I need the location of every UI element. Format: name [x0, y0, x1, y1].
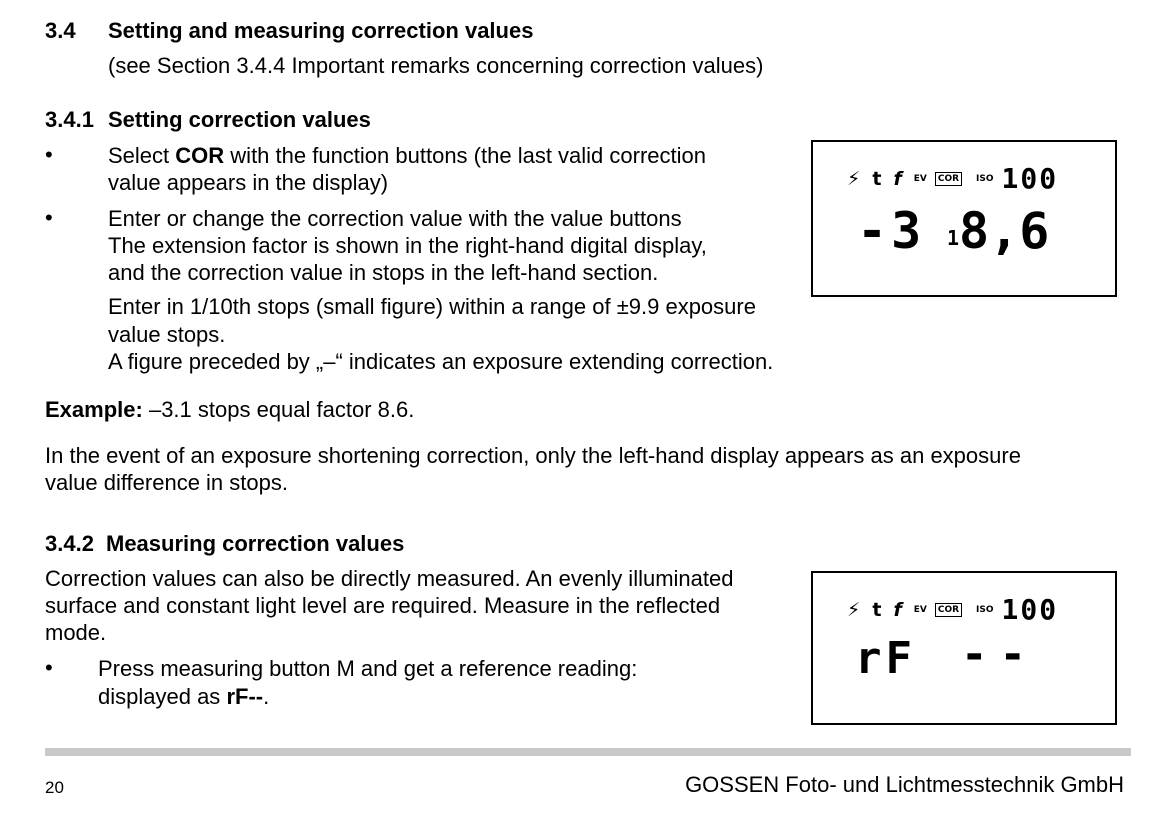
flash-icon: ⚡: [847, 598, 861, 621]
bullet-text-prefix: Select: [108, 143, 170, 168]
lcd-stops-value: -3: [857, 202, 926, 260]
bullet-text-bold: COR: [175, 143, 225, 168]
subsection-number: 3.4.1: [45, 107, 94, 132]
footer-company: GOSSEN Foto- und Lichtmesstechnik GmbH: [685, 772, 1124, 797]
bullet-text-line: Enter or change the correction value with the value buttons: [108, 206, 682, 231]
example-text: –3.1 stops equal factor 8.6.: [148, 397, 415, 422]
iso-label: ISO: [976, 173, 994, 184]
bullet-text-prefix: displayed as: [98, 684, 221, 709]
subsection-title: Setting correction values: [108, 107, 371, 132]
paragraph-line: mode.: [45, 620, 107, 645]
iso-value: 100: [1001, 593, 1059, 626]
bullet-text-rest: with the function buttons (the last valid correction: [230, 143, 706, 168]
bullet-text-line: value appears in the display): [108, 170, 389, 195]
paragraph-line: value difference in stops.: [45, 470, 288, 495]
section-title: Setting and measuring correction values: [108, 18, 534, 43]
subsection-title: Measuring correction values: [106, 531, 405, 556]
lcd-indicator-row: [847, 593, 1058, 626]
bullet-text-line: The extension factor is shown in the right-hand digital display,: [108, 233, 707, 258]
iso-label: ISO: [976, 604, 994, 615]
footer-rule: [45, 748, 1131, 756]
example-label: Example:: [45, 397, 143, 422]
bullet-marker: •: [45, 205, 53, 230]
paragraph-line: surface and constant light level are required. Measure in the reflected: [45, 593, 721, 618]
ev-label: EV: [913, 173, 927, 184]
time-symbol: t: [872, 167, 882, 190]
section-number: 3.4: [45, 18, 76, 43]
lcd-display-correction: [811, 140, 1117, 297]
aperture-symbol: f: [893, 598, 902, 621]
lcd-tenth-stops: 1: [947, 226, 964, 250]
bullet-text-line: Enter in 1/10th stops (small figure) within a range of ±9.9 exposure: [108, 294, 756, 319]
bullet-marker: •: [45, 655, 53, 680]
bullet-text: [108, 142, 706, 169]
bullet-text-line: A figure preceded by „–“ indicates an exposure extending correction.: [108, 349, 774, 374]
lcd-reference-label: rF: [855, 633, 916, 684]
example-line: [45, 396, 414, 423]
ev-label: EV: [913, 604, 927, 615]
bullet-text-line: value stops.: [108, 322, 226, 347]
subsection-number: 3.4.2: [45, 531, 94, 556]
bullet-text-line: [98, 683, 269, 710]
page-number: 20: [45, 778, 64, 797]
lcd-factor-value: 8,6: [959, 202, 1050, 260]
cor-indicator: COR: [935, 603, 962, 617]
bullet-text-bold: rF--: [226, 684, 264, 709]
cor-indicator: COR: [935, 172, 962, 186]
bullet-text-line: Press measuring button M and get a reference reading:: [98, 656, 638, 681]
bullet-marker: •: [45, 142, 53, 167]
section-remark: (see Section 3.4.4 Important remarks concerning correction values): [108, 53, 764, 78]
lcd-display-reference: [811, 571, 1117, 725]
lcd-reference-dashes: --: [961, 629, 1038, 680]
time-symbol: t: [872, 598, 882, 621]
paragraph-line: Correction values can also be directly measured. An evenly illuminated: [45, 566, 734, 591]
iso-value: 100: [1001, 162, 1059, 195]
flash-icon: ⚡: [847, 167, 861, 190]
bullet-text-end: .: [263, 684, 270, 709]
bullet-text-line: and the correction value in stops in the left-hand section.: [108, 260, 659, 285]
lcd-indicator-row: [847, 162, 1058, 195]
aperture-symbol: f: [893, 167, 902, 190]
paragraph-line: In the event of an exposure shortening correction, only the left-hand display appears as an exposure: [45, 443, 1021, 468]
